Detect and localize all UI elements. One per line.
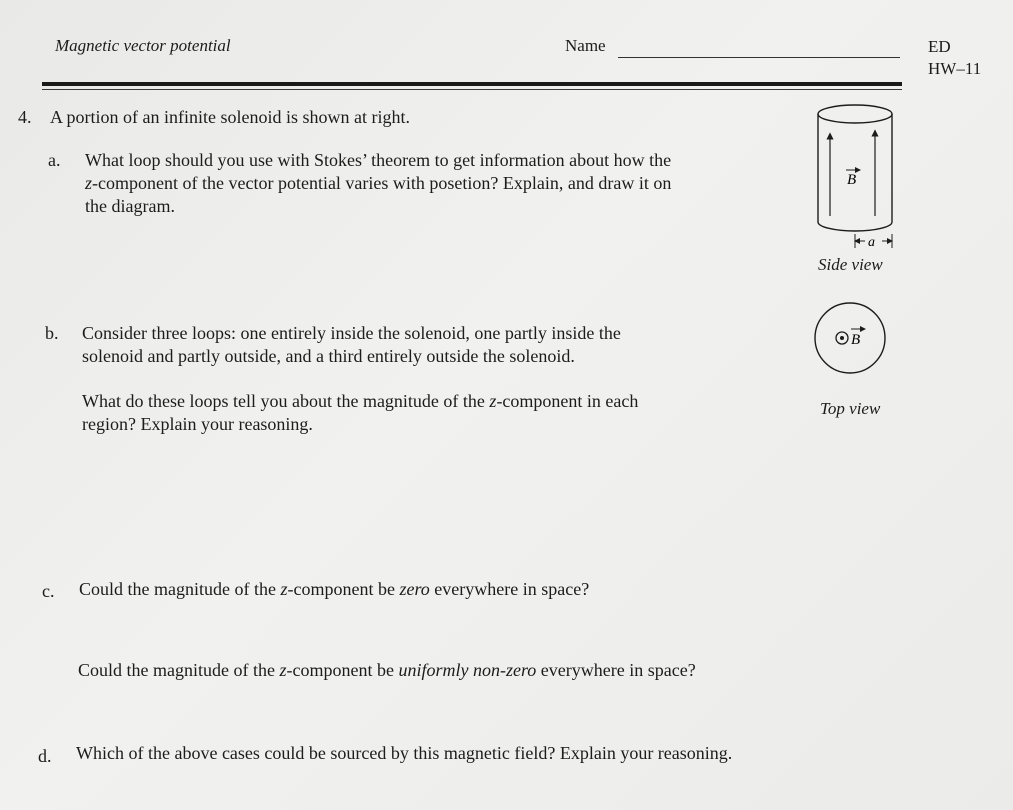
part-b-line-2: solenoid and partly outside, and a third entirely outside the solenoid. bbox=[82, 346, 575, 366]
worksheet-title: Magnetic vector potential bbox=[55, 36, 231, 55]
side-view-caption: Side view bbox=[818, 255, 883, 274]
problem-number: 4. bbox=[18, 107, 32, 127]
part-b-line-1: Consider three loops: one entirely inside the solenoid, one partly inside the bbox=[82, 323, 621, 343]
part-b-label: b. bbox=[45, 323, 59, 343]
top-view-caption: Top view bbox=[820, 399, 881, 418]
course-label: ED bbox=[928, 37, 951, 56]
solenoid-top-ellipse bbox=[818, 105, 892, 123]
solenoid-top-view bbox=[810, 300, 890, 376]
part-b-followup bbox=[82, 390, 782, 436]
radius-symbol: a bbox=[868, 235, 875, 250]
name-label: Name bbox=[565, 36, 606, 55]
part-b-line-4: region? Explain your reasoning. bbox=[82, 414, 313, 434]
homework-code: HW–11 bbox=[928, 59, 982, 78]
part-d-question: Which of the above cases could be sourced by this magnetic field? Explain your reasoning. bbox=[76, 743, 733, 763]
part-a-line-1: What loop should you use with Stokes’ theorem to get information about how the bbox=[85, 150, 672, 170]
z-variable: z bbox=[489, 391, 497, 411]
solenoid-cross-section bbox=[815, 303, 885, 373]
header-rule-thick bbox=[42, 82, 902, 86]
part-c-question-2: Could the magnitude of the z-component be uniformly non-zero everywhere in space? bbox=[78, 660, 696, 680]
part-c-question-1: Could the magnitude of the z-component be zero everywhere in space? bbox=[79, 579, 590, 599]
field-symbol-top: B bbox=[851, 332, 861, 348]
out-of-page-dot bbox=[840, 336, 844, 340]
part-d-label: d. bbox=[38, 746, 52, 766]
problem-intro: A portion of an infinite solenoid is shown at right. bbox=[50, 107, 410, 127]
name-blank-line[interactable] bbox=[618, 57, 900, 58]
solenoid-bottom-arc bbox=[818, 222, 892, 231]
header-rule-thin bbox=[42, 89, 902, 90]
course-code bbox=[928, 36, 981, 80]
part-c-label: c. bbox=[42, 581, 55, 601]
z-variable: z bbox=[85, 173, 93, 193]
part-a-line-2: z-component of the vector potential varies with posetion? Explain, and draw it on bbox=[85, 173, 672, 193]
part-b-line-3: What do these loops tell you about the magnitude of the z-component in each bbox=[82, 391, 639, 411]
part-a-line-3: the diagram. bbox=[85, 196, 175, 216]
solenoid-side-view bbox=[805, 98, 915, 258]
part-b-question bbox=[82, 322, 782, 368]
part-a-label: a. bbox=[48, 150, 61, 170]
field-symbol-side: B bbox=[847, 172, 857, 188]
part-a-question bbox=[85, 149, 805, 218]
